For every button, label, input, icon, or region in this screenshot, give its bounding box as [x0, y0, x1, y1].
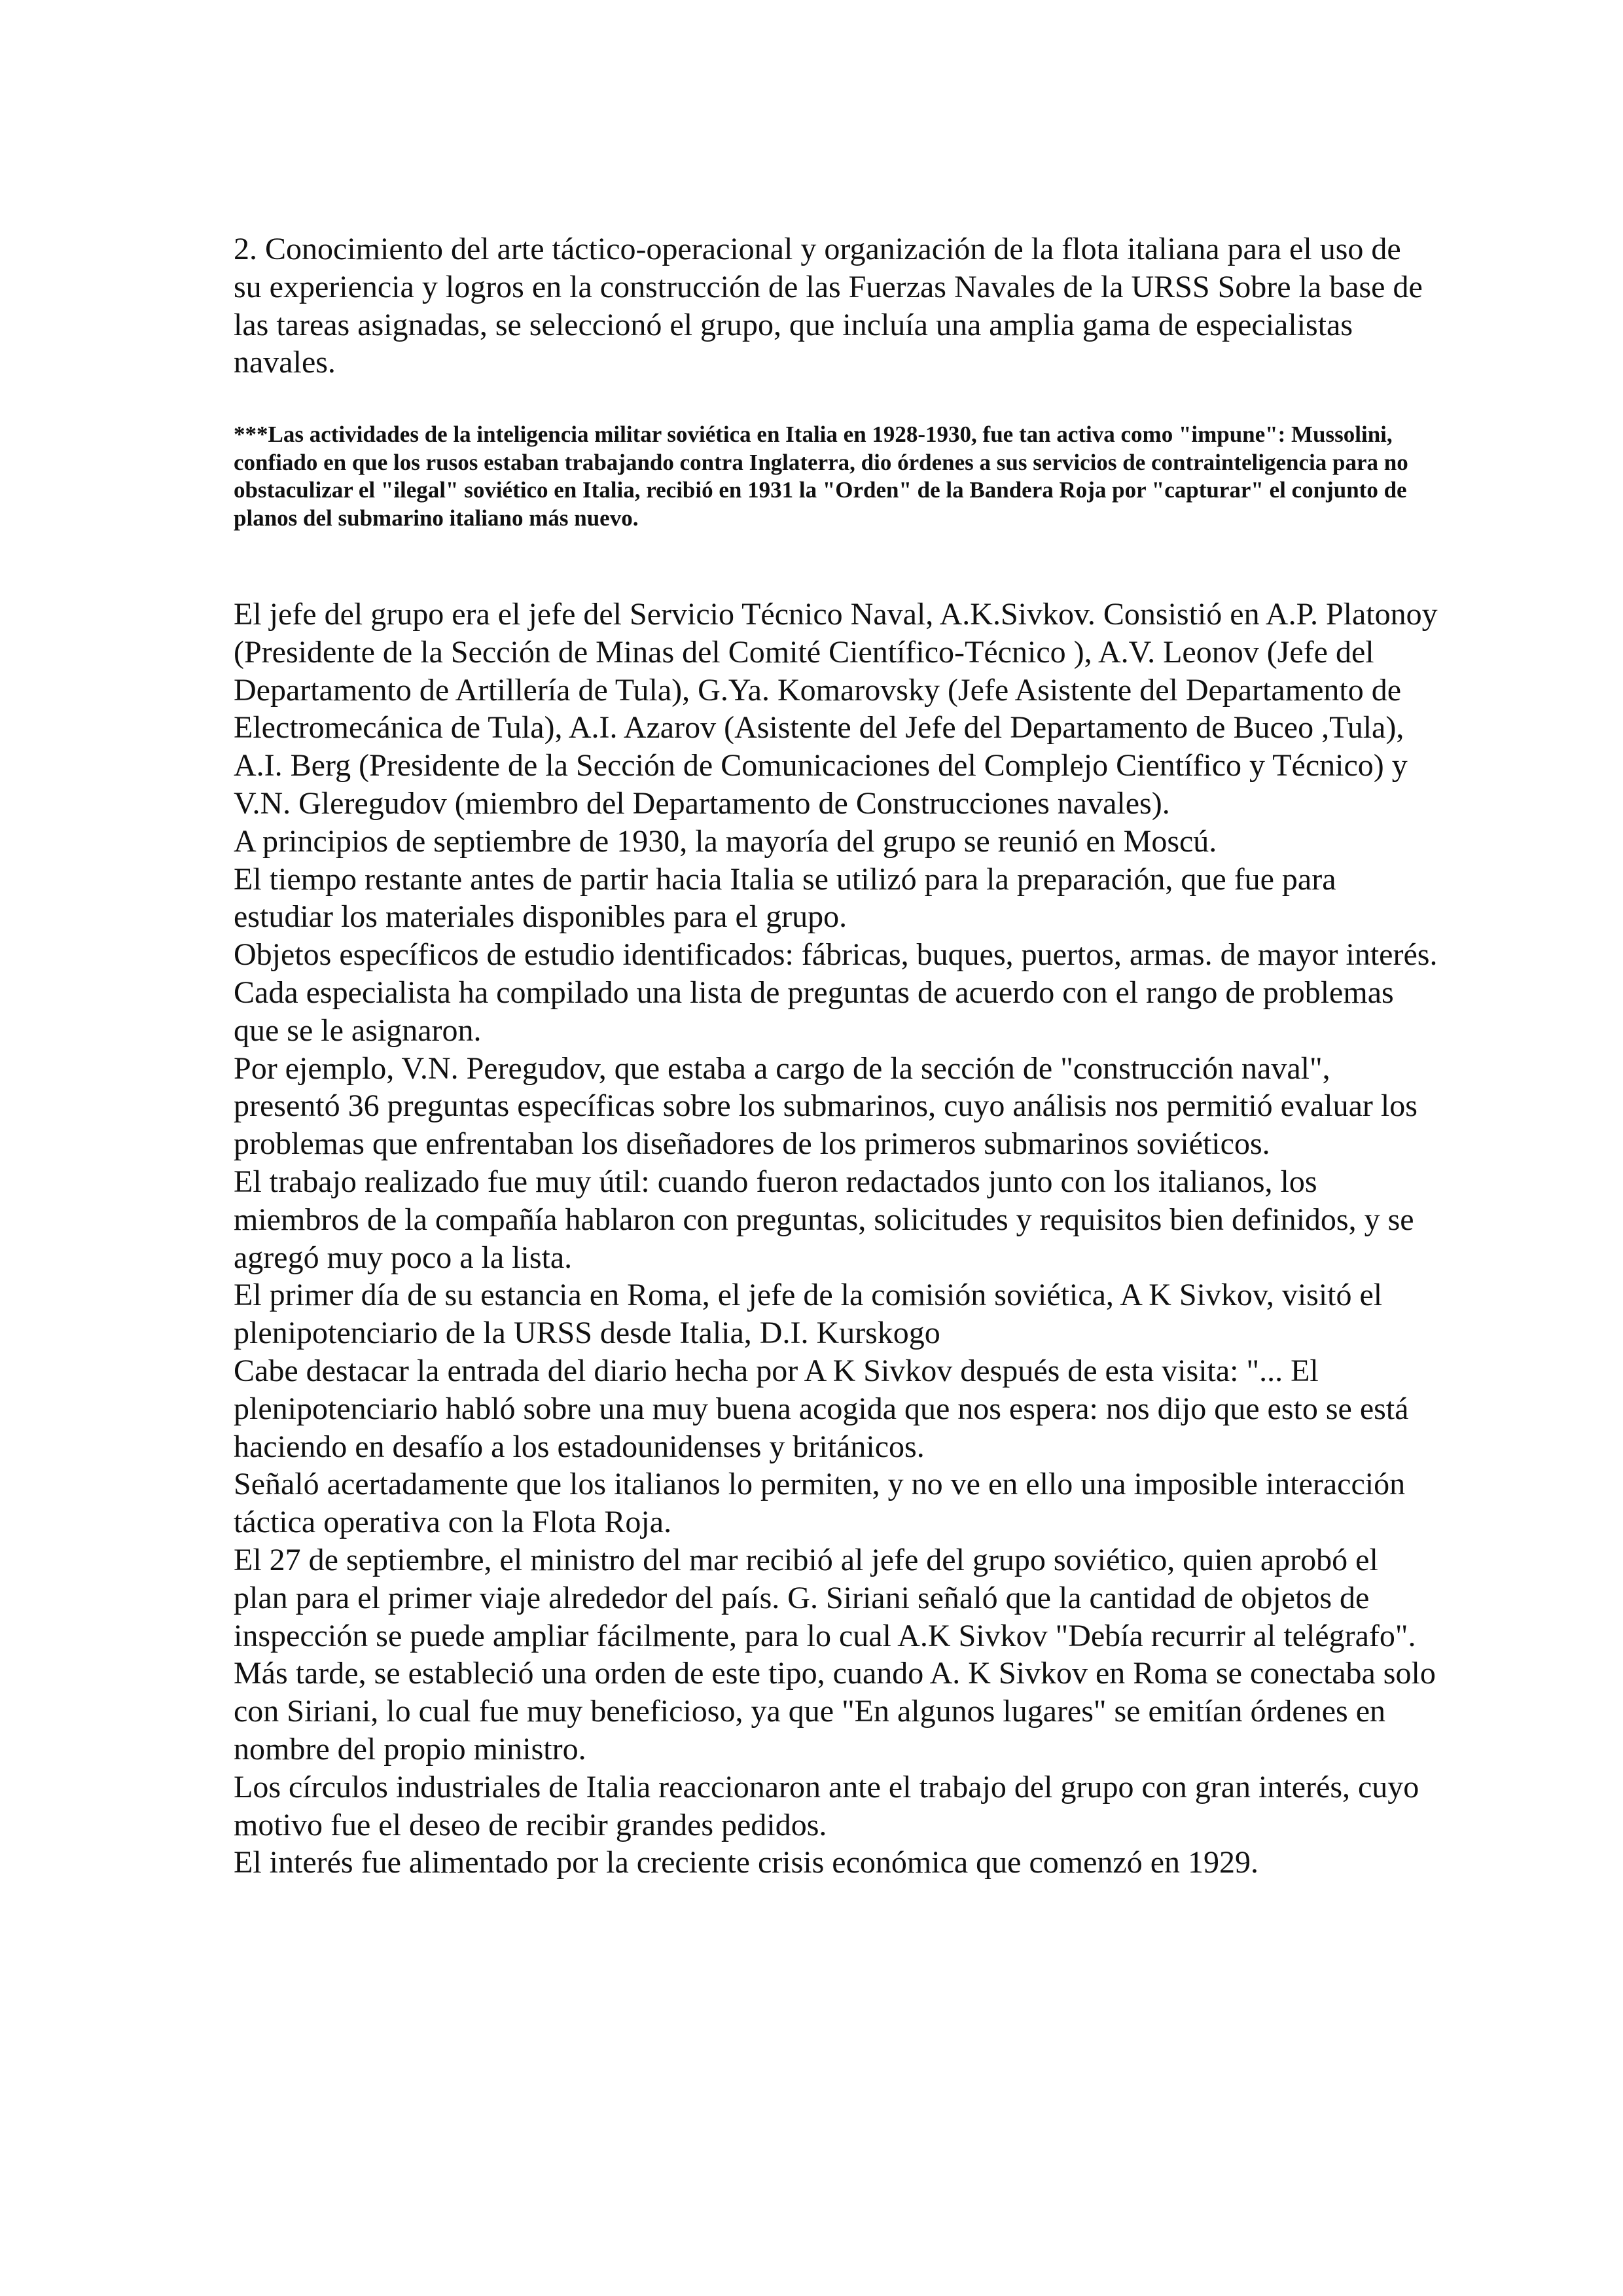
- intelligence-note: ***Las actividades de la inteligencia militar soviética en Italia en 1928-1930, fue tan activa como "impune": Mussolini, confiado en que los rusos estaban trabajando contra Inglaterra, dio órdenes a sus servicios de contrainteligencia para no obstaculizar el "ilegal" soviético en Italia, recibió en 1931 la "Orden" de la Bandera Roja por "capturar" el conjunto de planos del submarino italiano más nuevo.: [234, 422, 1408, 531]
- body-text: [234, 596, 1438, 1882]
- paragraph: El trabajo realizado fue muy útil: cuando fueron redactados junto con los italianos, los miembros de la compañía hablaron con preguntas, solicitudes y requisitos bien definidos, y se agregó muy poco a la lista.: [234, 1164, 1414, 1275]
- paragraph: A principios de septiembre de 1930, la mayoría del grupo se reunió en Moscú.: [234, 823, 1217, 859]
- paragraph: Objetos específicos de estudio identificados: fábricas, buques, puertos, armas. de mayor interés.: [234, 937, 1438, 973]
- paragraph: El interés fue alimentado por la creciente crisis económica que comenzó en 1929.: [234, 1845, 1259, 1880]
- paragraph: El jefe del grupo era el jefe del Servicio Técnico Naval, A.K.Sivkov. Consistió en A.P. Platonoy (Presidente de la Sección de Minas del Comité Científico-Técnico ), A.V. Leonov (Jefe del Departamento de Artillería de Tula), G.Ya. Komarovsky (Jefe Asistente del Departamento de Electromecánica de Tula), A.I. Azarov (Asistente del Jefe del Departamento de Buceo ,Tula), A.I. Berg (Presidente de la Sección de Comunicaciones del Complejo Científico y Técnico) y V.N. Gleregudov (miembro del Departamento de Construcciones navales).: [234, 597, 1438, 821]
- document-page: [234, 230, 1438, 1880]
- paragraph: Cada especialista ha compilado una lista de preguntas de acuerdo con el rango de problemas que se le asignaron.: [234, 975, 1394, 1048]
- paragraph: El 27 de septiembre, el ministro del mar recibió al jefe del grupo soviético, quien aprobó el plan para el primer viaje alrededor del país. G. Siriani señaló que la cantidad de objetos de inspección se puede ampliar fácilmente, para lo cual A.K Sivkov "Debía recurrir al telégrafo".: [234, 1542, 1416, 1653]
- paragraph: El primer día de su estancia en Roma, el jefe de la comisión soviética, A K Sivkov, visitó el plenipotenciario de la URSS desde Italia, D.I. Kurskogo: [234, 1278, 1383, 1351]
- paragraph: Señaló acertadamente que los italianos lo permiten, y no ve en ello una imposible interacción táctica operativa con la Flota Roja.: [234, 1467, 1406, 1540]
- paragraph: Los círculos industriales de Italia reaccionaron ante el trabajo del grupo con gran interés, cuyo motivo fue el deseo de recibir grandes pedidos.: [234, 1769, 1419, 1842]
- paragraph: Cabe destacar la entrada del diario hecha por A K Sivkov después de esta visita: "... El plenipotenciario habló sobre una muy buena acogida que nos espera: nos dijo que esto se está haciendo en desafío a los estadounidenses y británicos.: [234, 1353, 1409, 1464]
- intro-paragraph: 2. Conocimiento del arte táctico-operacional y organización de la flota italiana para el uso de su experiencia y logros en la construcción de las Fuerzas Navales de la URSS Sobre la base de las tareas asignadas, se seleccionó el grupo, que incluía una amplia gama de especialistas navales.: [234, 232, 1423, 380]
- paragraph: El tiempo restante antes de partir hacia Italia se utilizó para la preparación, que fue para estudiar los materiales disponibles para el grupo.: [234, 861, 1336, 935]
- paragraph: Por ejemplo, V.N. Peregudov, que estaba a cargo de la sección de "construcción naval", presentó 36 preguntas específicas sobre los submarinos, cuyo análisis nos permitió evaluar los problemas que enfrentaban los diseñadores de los primeros submarinos soviéticos.: [234, 1050, 1418, 1162]
- paragraph: Más tarde, se estableció una orden de este tipo, cuando A. K Sivkov en Roma se conectaba solo con Siriani, lo cual fue muy beneficioso, ya que "En algunos lugares" se emitían órdenes en nombre del propio ministro.: [234, 1656, 1436, 1767]
